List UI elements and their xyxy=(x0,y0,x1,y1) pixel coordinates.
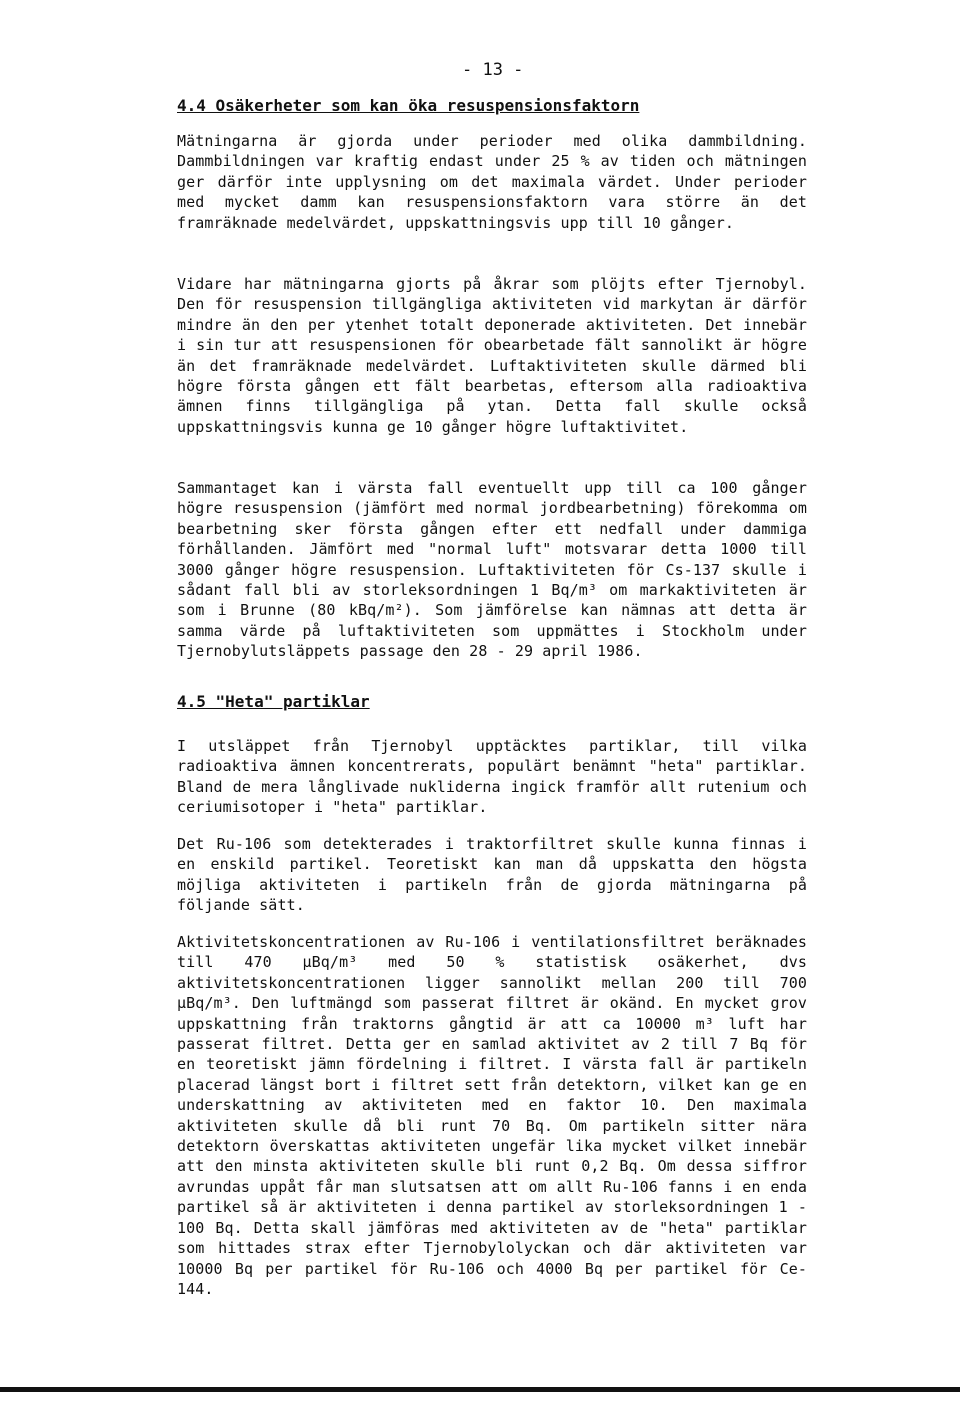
paragraph-ru106-single-particle: Det Ru-106 som detekterades i traktorfiltret skulle kunna finnas i en enskild partikel. Teoretiskt kan man då uppskatta den högsta möjliga aktiviteten i partikeln från de gjorda mätningarna på följande sätt. xyxy=(177,835,807,915)
page-number: - 13 - xyxy=(462,60,524,80)
paragraph-hot-particles-intro: I utsläppet från Tjernobyl upptäcktes partiklar, till vilka radioaktiva ämnen koncentrerats, populärt benämnt "heta" partiklar. Bland de mera långlivade nukliderna ingick framför allt rutenium och ceriumisotoper i "heta" partiklar. xyxy=(177,737,807,817)
bottom-rule xyxy=(0,1387,960,1392)
paragraph-activity-estimate: Aktivitetskoncentrationen av Ru-106 i ventilationsfiltret beräknades till 470 µBq/m³ med 50 % statistisk osäkerhet, dvs aktivitetskoncentrationen ligger sannolikt mellan 200 till 700 µBq/m³. Den luftmängd som passerat filtret är okänd. En mycket grov uppskattning från traktorns gångtid är att ca 10000 m³ luft har passerat filtret. Detta ger en samlad aktivitet av 2 till 7 Bq för en teoretiskt jämn fördelning i filtret. I värsta fall är partikeln placerad längst bort i filtret sett från detektorn, vilket kan ge en underskattning av aktiviteten med en faktor 10. Den maximala aktiviteten skulle då bli runt 70 Bq. Om partikeln sitter nära detektorn överskattas aktiviteten ungefär lika mycket vilket innebär att den minsta aktiviteten skulle bli runt 0,2 Bq. Om dessa siffror avrundas uppåt får man slutsatsen att om allt Ru-106 fanns i en enda partikel så är aktiviteten i denna partikel av storleksordningen 1 - 100 Bq. Detta skall jämföras med aktiviteten av de "heta" partiklar som hittades strax efter Tjernobylolyckan och där aktiviteten var 10000 Bq per partikel för Ru-106 och 4000 Bq per partikel för Ce-144. xyxy=(177,933,807,1298)
paragraph-dust-measurements: Mätningarna är gjorda under perioder med olika dammbildning. Dammbildningen var kraftig endast under 25 % av tiden och mätningen ger därför inte upplysning om det maximala värdet. Under perioder med mycket damm kan resuspensionsfaktorn vara större än det framräknade medelvärdet, uppskattningsvis upp till 10 gånger. xyxy=(177,132,807,232)
paragraph-ploughed-fields: Vidare har mätningarna gjorts på åkrar som plöjts efter Tjernobyl. Den för resuspension tillgängliga aktiviteten vid markytan är därför mindre än den per ytenhet totalt deponerade aktiviteten. Det innebär i sin tur att resuspensionen för obearbetade fält sannolikt är högre än det framräknade medelvärdet. Luftaktiviteten skulle därmed bli högre första gången ett fält bearbetas, eftersom alla radioaktiva ämnen finns tillgängliga på ytan. Detta fall skulle också uppskattningsvis kunna ge 10 gånger högre luftaktivitet. xyxy=(177,275,807,436)
section-heading-4-5: 4.5 "Heta" partiklar xyxy=(177,692,370,711)
paragraph-summary-resuspension: Sammantaget kan i värsta fall eventuellt upp till ca 100 gånger högre resuspension (jämfört med normal jordbearbetning) förekomma om bearbetning sker första gången efter ett nedfall under dammiga förhållanden. Jämfört med "normal luft" motsvarar detta 1000 till 3000 gånger högre resuspension. Luftaktiviteten för Cs-137 skulle i sådant fall bli av storleksordningen 1 Bq/m³ om markaktiviteten är som i Brunne (80 kBq/m²). Som jämförelse kan nämnas att detta är samma värde på luftaktiviteten som uppmättes i Stockholm under Tjernobylutsläppets passage den 28 - 29 april 1986. xyxy=(177,479,807,661)
section-heading-4-4: 4.4 Osäkerheter som kan öka resuspensionsfaktorn xyxy=(177,96,640,115)
